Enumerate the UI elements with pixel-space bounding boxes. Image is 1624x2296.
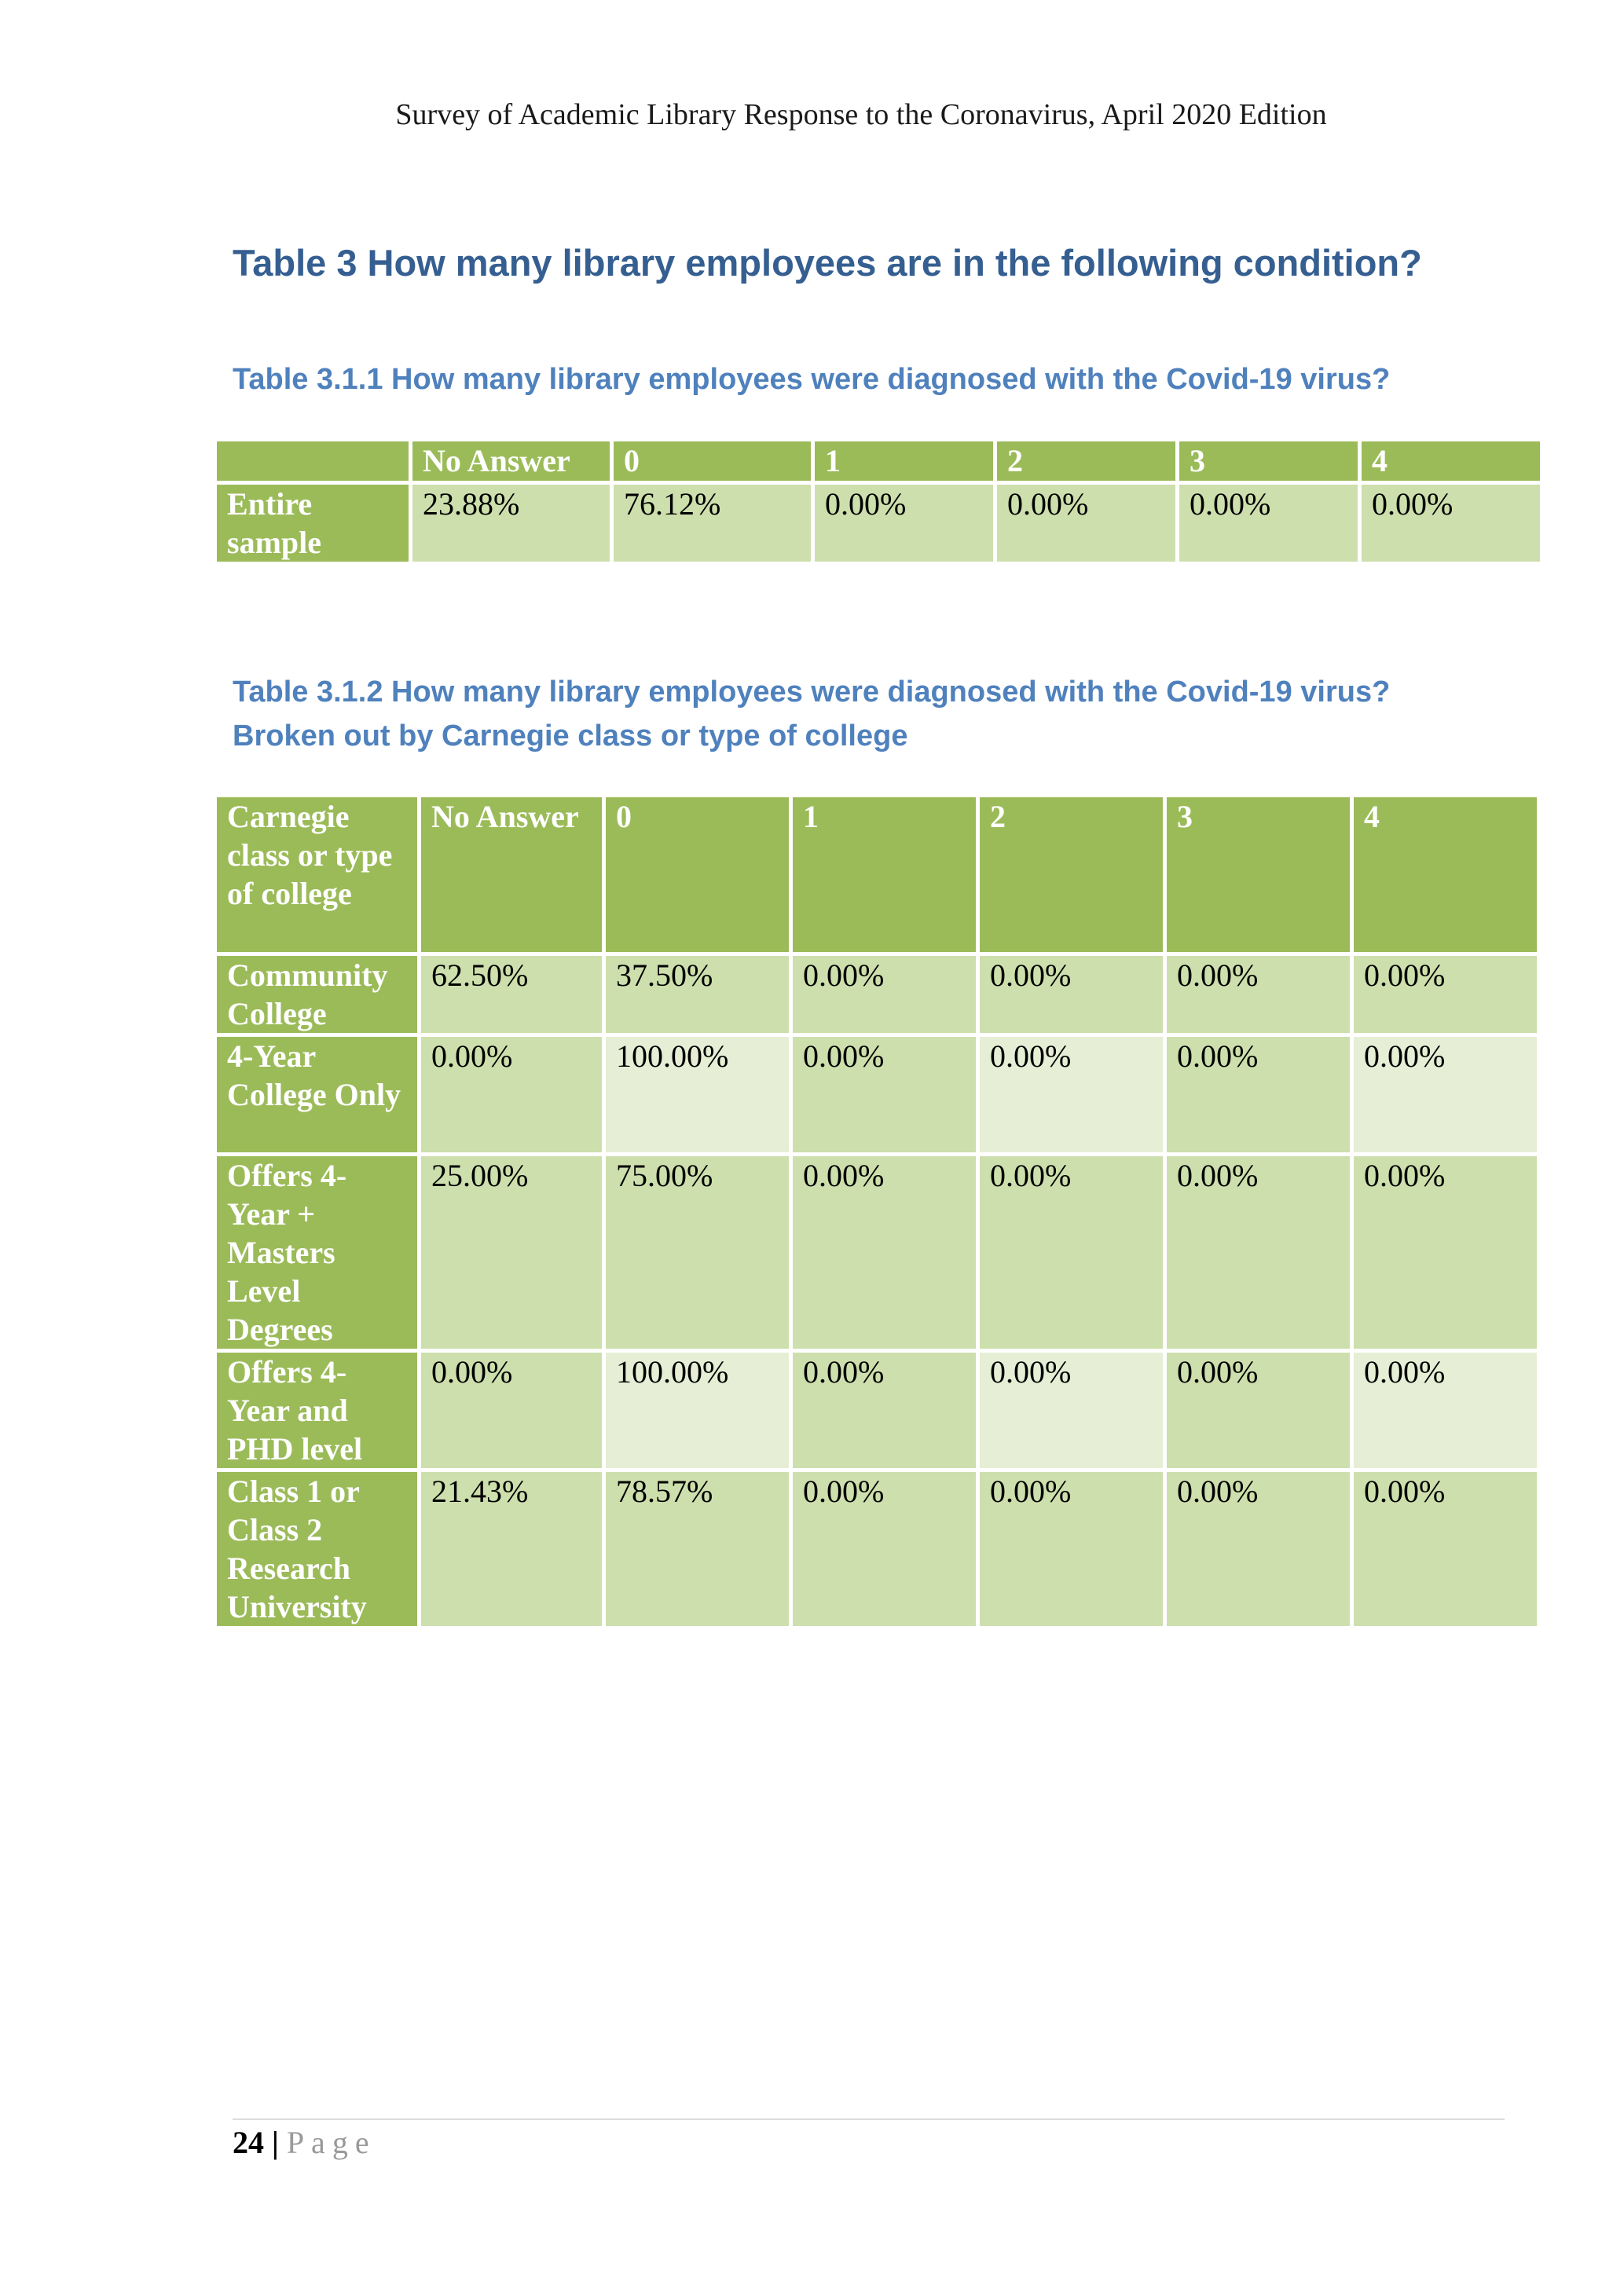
table-row: [217, 1156, 1537, 1349]
table-row: [217, 1472, 1537, 1626]
table-cell: 25.00%: [421, 1156, 602, 1349]
table-312-header-row: [217, 797, 1537, 952]
table-header-cell: 1: [815, 441, 993, 481]
table-header-cell: 2: [980, 797, 1163, 952]
table-header-cell: 0: [614, 441, 811, 481]
table-cell: 0.00%: [793, 1156, 976, 1349]
table-311-header-row: [217, 441, 1540, 481]
table-cell: 0.00%: [980, 1156, 1163, 1349]
table-header-cell: 1: [793, 797, 976, 952]
table-312: [213, 793, 1541, 1630]
table-header-cell: No Answer: [421, 797, 602, 952]
page-label: Page: [286, 2125, 376, 2160]
table-cell: 0.00%: [980, 1472, 1163, 1626]
table-cell: 0.00%: [980, 1353, 1163, 1468]
table-cell: 0.00%: [1354, 956, 1537, 1033]
table-cell: 0.00%: [1179, 485, 1358, 562]
table-cell: 0.00%: [1354, 1156, 1537, 1349]
table-header-cell: [217, 441, 409, 481]
table-header-cell: 3: [1179, 441, 1358, 481]
table-311: [213, 438, 1544, 566]
table-cell: 0.00%: [1354, 1037, 1537, 1152]
table-cell: 0.00%: [1354, 1353, 1537, 1468]
table-header-cell: 0: [606, 797, 789, 952]
row-label: Community College: [217, 956, 417, 1033]
table-cell: 62.50%: [421, 956, 602, 1033]
table-header-cell: No Answer: [412, 441, 610, 481]
table-312-title-line1: Table 3.1.2 How many library employees were diagnosed with the Covid-19 virus?: [233, 676, 1391, 709]
table-312-title: [233, 670, 1390, 758]
footer-rule: [233, 2118, 1505, 2120]
footer-separator: |: [272, 2125, 279, 2160]
table-cell: 0.00%: [1354, 1472, 1537, 1626]
table-cell: 0.00%: [421, 1353, 602, 1468]
page-number: 24: [233, 2125, 264, 2160]
table-cell: 78.57%: [606, 1472, 789, 1626]
table-header-cell: 2: [997, 441, 1175, 481]
row-label: Offers 4-Year + Masters Level Degrees: [217, 1156, 417, 1349]
table-cell: 0.00%: [1167, 1353, 1350, 1468]
row-label: Offers 4-Year and PHD level: [217, 1353, 417, 1468]
table-cell: 0.00%: [980, 1037, 1163, 1152]
table-cell: 0.00%: [793, 1472, 976, 1626]
table-cell: 100.00%: [606, 1353, 789, 1468]
table-cell: 0.00%: [793, 956, 976, 1033]
table-cell: 76.12%: [614, 485, 811, 562]
table-312-title-line2: Broken out by Carnegie class or type of college: [233, 720, 908, 753]
row-label: Class 1 or Class 2 Research University: [217, 1472, 417, 1626]
running-header: Survey of Academic Library Response to the Coronavirus, April 2020 Edition: [395, 98, 1327, 131]
page-footer: [233, 2121, 376, 2165]
table-cell: 0.00%: [793, 1037, 976, 1152]
table-cell: 75.00%: [606, 1156, 789, 1349]
table-header-cell: 4: [1362, 441, 1540, 481]
table-cell: 0.00%: [815, 485, 993, 562]
table-cell: 0.00%: [997, 485, 1175, 562]
table-cell: 23.88%: [412, 485, 610, 562]
row-label: Entire sample: [217, 485, 409, 562]
table-row: [217, 956, 1537, 1033]
table-cell: 0.00%: [1362, 485, 1540, 562]
table-header-cell: 4: [1354, 797, 1537, 952]
row-label: 4-Year College Only: [217, 1037, 417, 1152]
table-cell: 0.00%: [793, 1353, 976, 1468]
table-row: [217, 1037, 1537, 1152]
table-311-title: Table 3.1.1 How many library employees were diagnosed with the Covid-19 virus?: [233, 363, 1391, 396]
table-cell: 21.43%: [421, 1472, 602, 1626]
table-cell: 0.00%: [1167, 1037, 1350, 1152]
table-cell: 0.00%: [1167, 1156, 1350, 1349]
table-cell: 0.00%: [1167, 956, 1350, 1033]
table-cell: 0.00%: [1167, 1472, 1350, 1626]
table-cell: 100.00%: [606, 1037, 789, 1152]
table-cell: 0.00%: [421, 1037, 602, 1152]
table-cell: 37.50%: [606, 956, 789, 1033]
table-row: [217, 1353, 1537, 1468]
table-header-cell: 3: [1167, 797, 1350, 952]
main-heading: Table 3 How many library employees are in the following condition?: [233, 242, 1422, 284]
table-header-cell: Carnegie class or type of college: [217, 797, 417, 952]
table-cell: 0.00%: [980, 956, 1163, 1033]
table-row: [217, 485, 1540, 562]
